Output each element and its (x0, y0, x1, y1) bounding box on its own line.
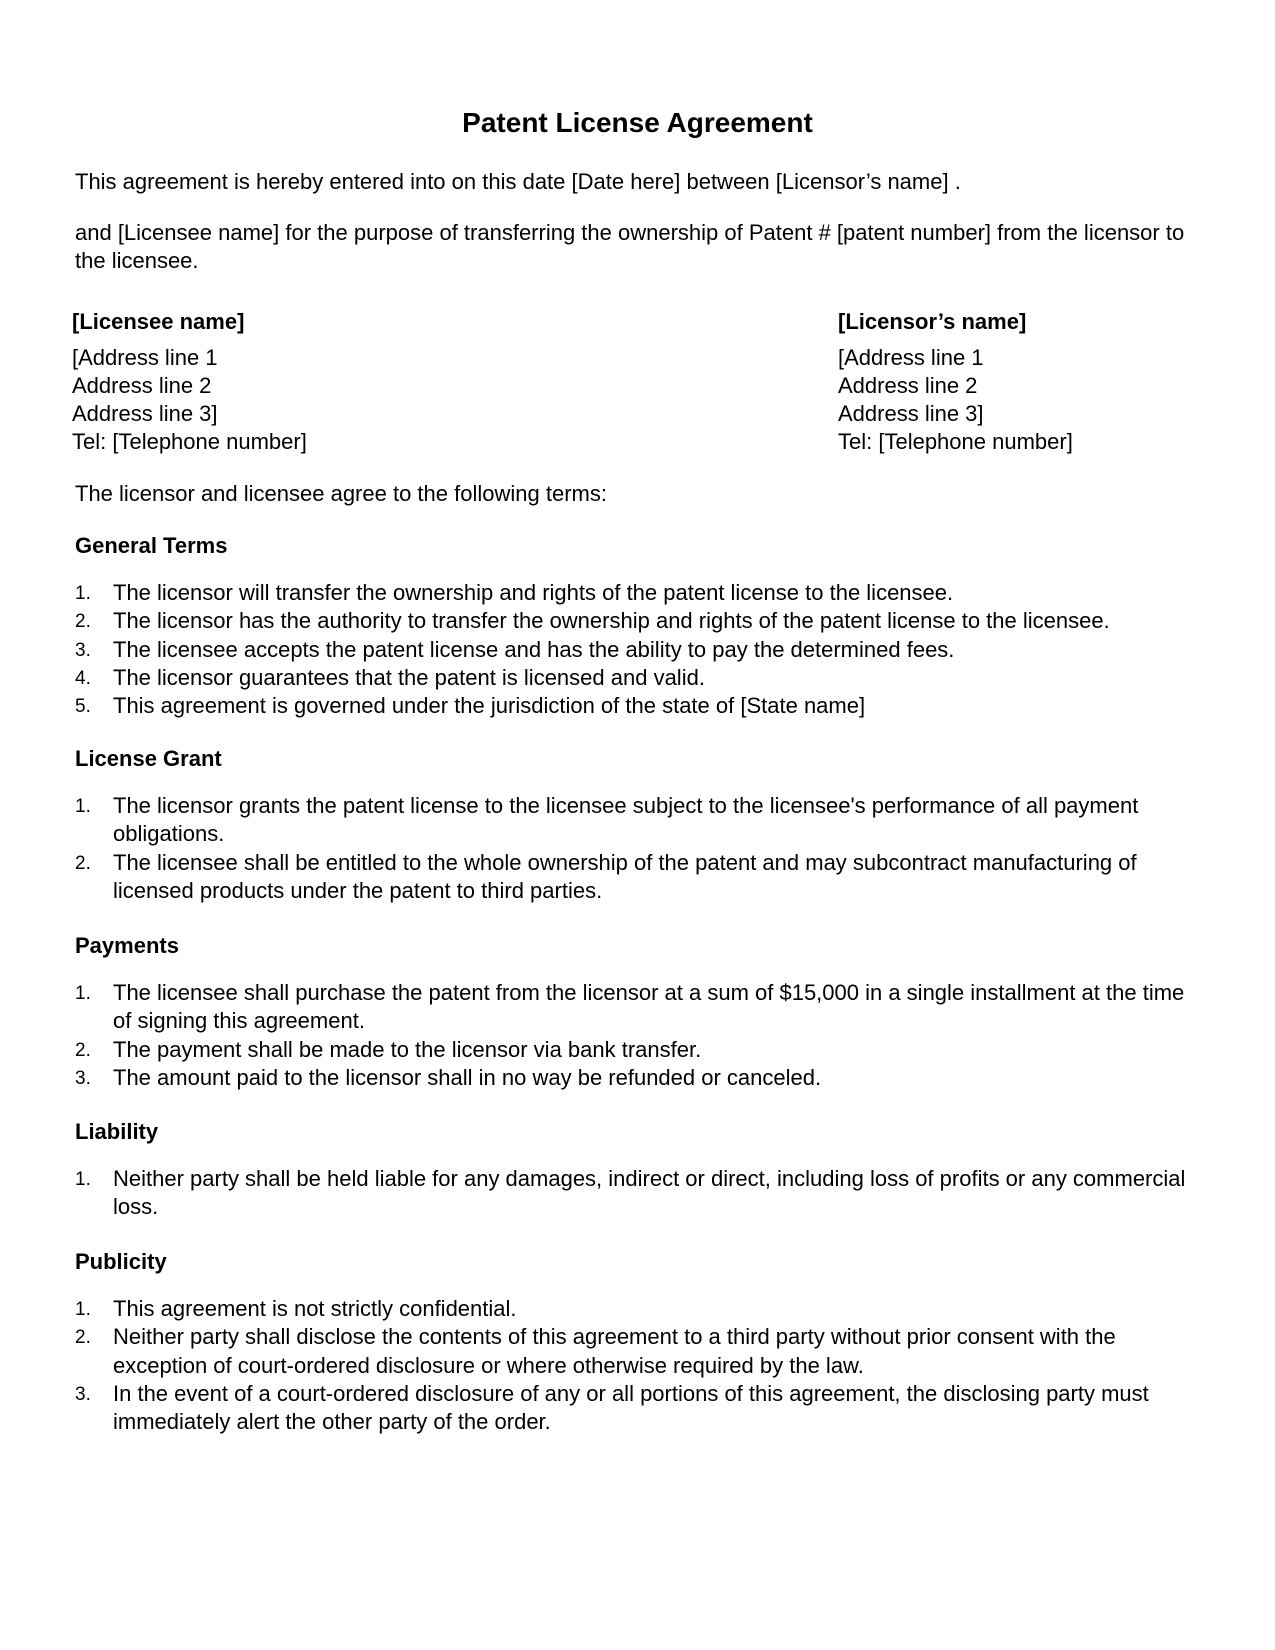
list-item-number: 3. (75, 639, 91, 661)
liability-list (75, 1165, 1205, 1222)
section-heading-publicity: Publicity (75, 1249, 167, 1274)
general-terms-list (75, 579, 1205, 720)
list-item-text: This agreement is governed under the jurisdiction of the state of [State name] (113, 693, 866, 719)
list-item (75, 579, 1205, 607)
intro-paragraph-1: This agreement is hereby entered into on this date [Date here] between [Licensor’s name] . (75, 169, 961, 194)
list-item-number: 1. (75, 583, 91, 604)
list-item-text: The amount paid to the licensor shall in no way be refunded or canceled. (113, 1064, 822, 1090)
section-heading-general-terms: General Terms (75, 533, 228, 558)
list-item (75, 792, 1205, 849)
list-item (75, 1036, 1205, 1064)
licensor-address-block (838, 306, 1258, 456)
list-item (75, 1165, 1205, 1222)
licensor-name: [Licensor’s name] (838, 309, 1027, 334)
licensor-telephone: Tel: [Telephone number] (838, 429, 1073, 454)
list-item (75, 1295, 1205, 1323)
licensee-address-block (72, 306, 492, 456)
list-item-number: 1. (75, 1299, 91, 1320)
list-item-text: The licensee shall purchase the patent from the licensor at a sum of $15,000 in a single installment at the time of signing this agreement. (113, 980, 1185, 1034)
list-item-text: The licensor has the authority to transfer the ownership and rights of the patent license to the licensee. (113, 608, 1110, 634)
list-item-number: 2. (75, 1039, 91, 1061)
section-heading-payments: Payments (75, 933, 179, 958)
list-item-number: 4. (75, 667, 91, 689)
licensee-address-line-1: [Address line 1 (72, 345, 218, 370)
list-item-text: The licensor will transfer the ownership and rights of the patent license to the licensee. (113, 580, 954, 605)
license-grant-list (75, 792, 1205, 905)
licensee-name: [Licensee name] (72, 309, 245, 334)
section-heading-liability: Liability (75, 1119, 159, 1144)
licensor-address-line-1: [Address line 1 (838, 345, 984, 370)
list-item-number: 1. (75, 796, 91, 817)
licensor-address-line-2: Address line 2 (838, 373, 978, 398)
licensee-address-line-3: Address line 3] (72, 401, 218, 426)
list-item (75, 1064, 1205, 1092)
list-item-number: 3. (75, 1067, 91, 1089)
terms-intro: The licensor and licensee agree to the following terms: (75, 481, 607, 506)
payments-list (75, 979, 1205, 1092)
list-item (75, 636, 1205, 664)
publicity-list (75, 1295, 1205, 1436)
list-item-text: In the event of a court-ordered disclosure of any or all portions of this agreement, the disclosing party must immediately alert the other party of the order. (113, 1380, 1149, 1435)
list-item-number: 1. (75, 1169, 91, 1190)
list-item (75, 1323, 1205, 1380)
list-item (75, 692, 1205, 720)
licensor-address-line-3: Address line 3] (838, 401, 984, 426)
list-item-number: 2. (75, 611, 91, 633)
licensee-address-line-2: Address line 2 (72, 373, 212, 398)
list-item-text: This agreement is not strictly confidential. (113, 1296, 517, 1321)
licensee-telephone: Tel: [Telephone number] (72, 429, 307, 454)
list-item-text: The licensee accepts the patent license and has the ability to pay the determined fees. (113, 636, 955, 662)
list-item-text: The licensor guarantees that the patent is licensed and valid. (113, 664, 705, 690)
list-item-number: 3. (75, 1383, 91, 1405)
list-item (75, 1380, 1205, 1437)
list-item-text: Neither party shall disclose the contents of this agreement to a third party without prior consent with the exception of court-ordered disclosure or where otherwise required by the law. (113, 1324, 1116, 1378)
document-title: Patent License Agreement (462, 107, 813, 138)
list-item-number: 2. (75, 852, 91, 874)
list-item-text: Neither party shall be held liable for any damages, indirect or direct, including loss of profits or any commercial loss. (113, 1166, 1186, 1220)
list-item-text: The licensor grants the patent license to the licensee subject to the licensee's performance of all payment obligations. (113, 793, 1139, 847)
list-item-number: 1. (75, 983, 91, 1004)
list-item-number: 5. (75, 696, 91, 718)
list-item (75, 664, 1205, 692)
list-item-number: 2. (75, 1327, 91, 1349)
list-item (75, 607, 1205, 635)
list-item (75, 849, 1205, 906)
intro-paragraph-2: and [Licensee name] for the purpose of transferring the ownership of Patent # [patent number] from the licensor to the licensee. (75, 220, 1185, 273)
list-item-text: The payment shall be made to the licensor via bank transfer. (113, 1036, 702, 1062)
list-item-text: The licensee shall be entitled to the whole ownership of the patent and may subcontract manufacturing of licensed products under the patent to third parties. (113, 849, 1137, 903)
section-heading-license-grant: License Grant (75, 746, 222, 771)
list-item (75, 979, 1205, 1036)
